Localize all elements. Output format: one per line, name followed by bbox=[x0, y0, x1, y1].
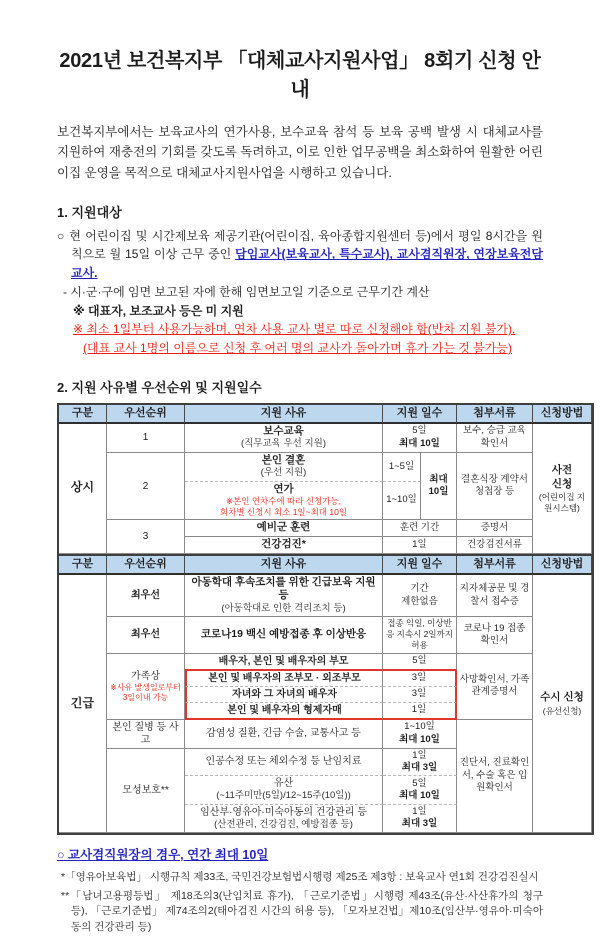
table-row bbox=[59, 617, 592, 653]
cell-reason-covid-vaccine: 코로나19 백신 예방접종 후 이상반응 bbox=[185, 617, 383, 653]
section1-heading: 1. 지원대상 bbox=[57, 204, 122, 220]
header-method: 신청방법 bbox=[533, 556, 592, 575]
header-gubun: 구분 bbox=[59, 405, 107, 424]
section1-body bbox=[57, 227, 543, 358]
header-priority: 우선순위 bbox=[107, 405, 185, 424]
method-main: 수시 신청 bbox=[540, 691, 584, 704]
cell-days-miscarriage bbox=[383, 776, 457, 804]
support-table-urgent bbox=[57, 554, 594, 835]
cell-reason-siblings: 본인 및 배우자의 형제자매 bbox=[185, 703, 383, 720]
cell-priority-1: 1 bbox=[107, 424, 185, 453]
cell-priority-2: 2 bbox=[107, 453, 185, 521]
min-usage-red-note: ※ 최소 1일부터 사용가능하며, 연차 사용 교사 별로 따로 신청해야 함(반차 지원 불가), bbox=[73, 322, 516, 337]
header-reason: 지원 사유 bbox=[185, 556, 383, 575]
cell-method-regular bbox=[533, 424, 592, 554]
table-header-row bbox=[59, 405, 592, 424]
cell-days-training bbox=[383, 424, 457, 453]
cell-days-children: 3일 bbox=[383, 687, 457, 703]
cell-method-urgent bbox=[533, 575, 592, 833]
cell-priority-bereavement bbox=[107, 654, 185, 720]
cell-days-siblings: 1일 bbox=[383, 703, 457, 720]
support-table-regular bbox=[57, 403, 594, 556]
cell-days-covid-vaccine: 접종 익일, 이상반응 지속시 2일까지 허용 bbox=[383, 617, 457, 653]
reason-sub: (우선 지원) bbox=[260, 467, 307, 479]
reason-title: 본인 결혼 bbox=[261, 453, 306, 466]
cell-days-grandparents: 3일 bbox=[383, 671, 457, 687]
cell-docs-marriage: 결혼식장 계약서 청첩장 등 bbox=[457, 453, 533, 521]
cell-reason-grandparents: 본인 및 배우자의 조부모 · 외조부모 bbox=[185, 671, 383, 687]
excluded-persons-note: ※ 대표자, 보조교사 등은 미 지원 bbox=[73, 303, 244, 318]
cell-days-annual-leave: 1~10일 bbox=[383, 482, 421, 521]
cell-days-illness bbox=[383, 720, 457, 749]
cell-reason-child-abuse bbox=[185, 575, 383, 618]
header-priority: 우선순위 bbox=[107, 556, 185, 575]
cell-days-spouse-parents: 5일 bbox=[383, 654, 457, 671]
days-line2: 최대 10일 bbox=[399, 437, 440, 449]
cell-priority-maternity: 모성보호** bbox=[107, 749, 185, 833]
reason-sub: (직무교육 우선 지원) bbox=[240, 438, 327, 450]
cell-priority-top2: 최우선 bbox=[107, 617, 185, 653]
days-line1: 기간 bbox=[410, 583, 429, 595]
header-docs: 첨부서류 bbox=[457, 405, 533, 424]
days-line2: 최대 10일 bbox=[399, 789, 440, 801]
cell-days-infertility bbox=[383, 749, 457, 777]
cell-reason-annual-leave bbox=[185, 482, 383, 521]
cell-reason-health-check: 건강검진* bbox=[185, 537, 383, 554]
method-sub: (어린이집 지원시스템) bbox=[538, 492, 586, 513]
cell-reason-prenatal bbox=[185, 805, 383, 833]
cell-reason-infertility: 인공수정 또는 체외수정 등 난임치료 bbox=[185, 749, 383, 777]
director-annual-limit-note: ○ 교사겸직원장의 경우, 연간 최대 10일 bbox=[57, 847, 269, 862]
days-line2: 제한없음 bbox=[401, 595, 438, 607]
footnote-childcare-act: *「영유아보육법」 시행규칙 제33조, 국민건강보험법시행령 제25조 제3항 : 보육교사 연1회 건강검진실시 bbox=[61, 870, 539, 883]
reason-title: 연가 bbox=[273, 482, 294, 495]
section2-heading: 2. 지원 사유별 우선순위 및 지원일수 bbox=[57, 379, 262, 395]
days-line2: 최대 3일 bbox=[401, 818, 438, 830]
table-row bbox=[59, 654, 592, 671]
table-header-row bbox=[59, 556, 592, 575]
cell-docs-training: 보수, 승급 교육확인서 bbox=[457, 424, 533, 453]
cell-days-health-check: 1일 bbox=[383, 537, 457, 554]
table-row bbox=[59, 424, 592, 453]
cell-reason-training bbox=[185, 424, 383, 453]
cell-docs-bereavement: 사망확인서, 가족관계증명서 bbox=[457, 654, 533, 720]
support-target-text: ○ 현 어린이집 및 시간제보육 제공기관(어린이집, 육아종합지원센터 등)에서 평일 8시간을 원칙으로 월 15일 이상 근무 중인 bbox=[57, 228, 543, 262]
reason-title: 보수교육 bbox=[263, 424, 304, 437]
eligible-teachers-emphasis: 담임교사(보육교사, 특수교사), 교사겸직원장, 연장보육전담교사. bbox=[71, 247, 543, 281]
reason-title: 임산부·영유아·미숙아동의 건강관리 등 bbox=[200, 806, 367, 818]
header-days: 지원 일수 bbox=[383, 405, 457, 424]
table-row bbox=[59, 453, 592, 482]
cell-reason-miscarriage bbox=[185, 776, 383, 804]
reason-red-note: 회차별 신청시 최소 1일~최대 10일 bbox=[219, 507, 348, 518]
reason-title: 아동학대 후속조치를 위한 긴급보육 지원등 bbox=[191, 575, 376, 602]
cell-docs-child-abuse: 지자체공문 및 경찰서 접수증 bbox=[457, 575, 533, 618]
table-row bbox=[59, 520, 592, 537]
single-name-red-note: (대표 교사 1명의 이름으로 신청 후 여러 명의 교사가 돌아가며 휴가 가는 것 불가능) bbox=[83, 341, 512, 356]
reason-red-note: ※본인 연차수에 따라 신청가능, bbox=[225, 496, 342, 507]
cell-docs-covid-vaccine: 코로나 19 접종 확인서 bbox=[457, 617, 533, 653]
cell-days-max-merged: 최대 10일 bbox=[421, 453, 457, 521]
reason-title: 유산 bbox=[273, 778, 294, 790]
cell-priority-illness: 본인 질병 등 사고 bbox=[107, 720, 185, 749]
method-sub: (유선신청) bbox=[542, 705, 582, 716]
days-line1: 5일 bbox=[412, 777, 427, 789]
cell-reason-spouse-parents: 배우자, 본인 및 배우자의 부모 bbox=[185, 654, 383, 671]
cell-priority-3: 3 bbox=[107, 520, 185, 553]
cell-reason-children: 자녀와 그 자녀의 배우자 bbox=[185, 687, 383, 703]
header-method: 신청방법 bbox=[533, 405, 592, 424]
header-reason: 지원 사유 bbox=[185, 405, 383, 424]
support-target-item bbox=[57, 227, 543, 283]
cell-priority-top1: 최우선 bbox=[107, 575, 185, 618]
cell-docs-medical: 진단서, 진료확인서, 수술 혹은 입원확인서 bbox=[457, 720, 533, 833]
reason-sub: (아동학대로 인한 격리조치 등) bbox=[221, 603, 346, 615]
table-row bbox=[59, 720, 592, 749]
days-line2: 최대 3일 bbox=[401, 761, 438, 773]
days-line2: 최대 10일 bbox=[399, 733, 440, 745]
cell-days-marriage: 1~5일 bbox=[383, 453, 421, 482]
cell-gubun-regular: 상시 bbox=[59, 424, 107, 554]
footnote-labor-acts: **「남녀고용평등법」 제18조의3(난임치료 휴가), 「근로기준법」시행령 제43조(유산·사산휴가의 청구 등), 「근로기준법」 제74조의2(태아검진 시간의 허용 등), 「모자보건법」제10조(임산부·영유아·미숙아동의 건강관리 등) bbox=[61, 889, 543, 934]
employment-report-note: - 시·군·구에 임면 보고된 자에 한해 임면보고일 기준으로 근무기간 계산 bbox=[63, 284, 430, 299]
intro-paragraph: 보건복지부에서는 보육교사의 연가사용, 보수교육 참석 등 보육 공백 발생 시 대체교사를 지원하여 재충전의 기회를 갖도록 독려하고, 이로 인한 업무공백을 최소화하여 원활한 어린이집 운영을 목적으로 대체교사지원사업을 시행하고 있습니다. bbox=[57, 125, 543, 180]
table-row bbox=[59, 575, 592, 618]
cell-docs-reserve-army: 증명서 bbox=[457, 520, 533, 537]
header-days: 지원 일수 bbox=[383, 556, 457, 575]
cell-days-prenatal bbox=[383, 805, 457, 833]
priority-red-note: ※사유 발생일로부터 3일이내 가능 bbox=[110, 682, 181, 702]
cell-days-reserve-army: 훈련 기간 bbox=[383, 520, 457, 537]
cell-reason-illness: 감염성 질환, 긴급 수술, 교통사고 등 bbox=[185, 720, 383, 749]
cell-reason-reserve-army: 예비군 훈련 bbox=[185, 520, 383, 537]
cell-docs-health-check: 건강검진서류 bbox=[457, 537, 533, 554]
header-docs: 첨부서류 bbox=[457, 556, 533, 575]
reason-sub: (~11주미만(5일)/12~15주(10일)) bbox=[216, 790, 351, 802]
days-line1: 1일 bbox=[412, 749, 427, 761]
doc-title: 2021년 보건복지부 「대체교사지원사업」 8회기 신청 안내 bbox=[59, 50, 541, 101]
cell-days-child-abuse bbox=[383, 575, 457, 618]
days-line1: 1~10일 bbox=[404, 721, 435, 733]
days-line1: 5일 bbox=[412, 425, 427, 437]
method-main: 사전 신청 bbox=[551, 463, 573, 491]
header-gubun: 구분 bbox=[59, 556, 107, 575]
days-line1: 1일 bbox=[412, 805, 427, 817]
reason-sub: (산전관리, 건강검진, 예방접종 등) bbox=[214, 818, 353, 830]
priority-title: 가족상 bbox=[131, 670, 160, 682]
cell-reason-marriage bbox=[185, 453, 383, 482]
cell-gubun-urgent: 긴급 bbox=[59, 575, 107, 833]
